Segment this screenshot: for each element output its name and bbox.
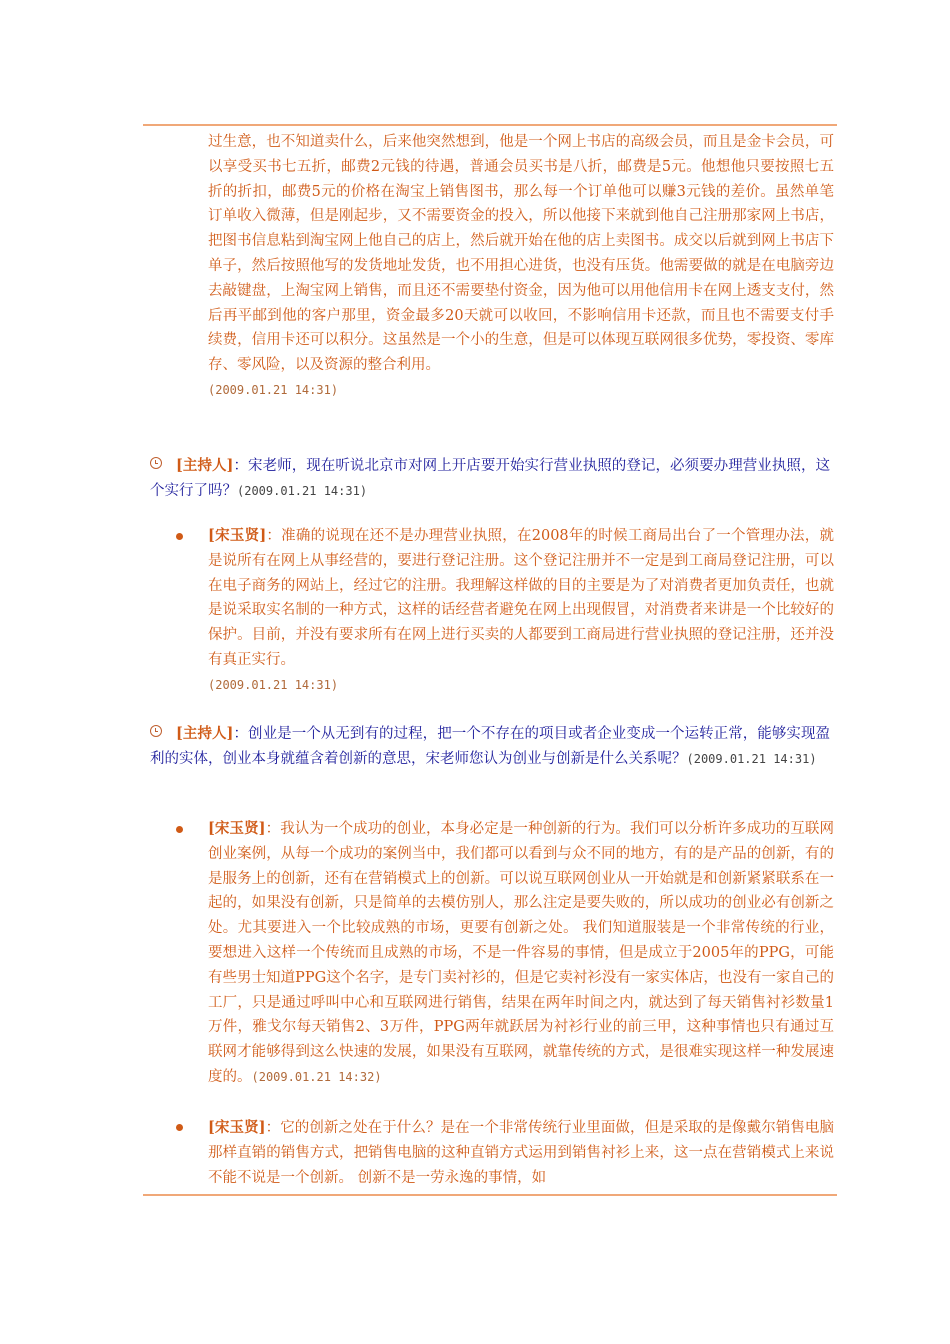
timestamp: (2009.01.21 14:31) <box>208 677 339 692</box>
answer-paragraph: [宋玉贤]：它的创新之处在于什么？是在一个非常传统行业里面做，但是采取的是像戴尔销售电脑那样直销的销售方式，把销售电脑的这种直销方式运用到销售衬衫上来，这一点在营销模式上来说不能不说是一个创新。 创新不是一劳永逸的事情，如 <box>208 1119 834 1186</box>
answer-text: 我认为一个成功的创业，本身必定是一种创新的行为。我们可以分析许多成功的互联网创业案例，从每一个成功的案例当中，我们都可以看到与众不同的地方，有的是产品的创新，有的是服务上的创新，还有在营销模式上的创新。可以说互联网创业从一开始就是和创新紧紧联系在一起的，如果没有创新，只是简单的去模仿别人，那么注定是要失败的，所以成功的创业必有创新之处。尤其要进入一个比较成熟的市场，更要有创新之处。 我们知道服装是一个非常传统的行业，要想进入这样一个传统而且成熟的市场，不是一件容易的事情，但是成立于2005年的PPG，可能有些男士知道PPG这个名字，是专门卖衬衫的，但是它卖衬衫没有一家实体店，也没有一家自己的工厂，只是通过呼叫中心和互联网进行销售，结果在两年时间之内，就达到了每天销售衬衫数量1万件，雅戈尔每天销售2、3万件，PPG两年就跃居为衬衫行业的前三甲，这种事情也只有通过互联网才能够得到这么快速的发展，如果没有互联网，就靠传统的方式，是很难实现这样一种发展速度的。 <box>208 821 834 1085</box>
question-text: 宋老师，现在听说北京市对网上开店要开始实行营业执照的登记，必须要办理营业执照，这个实行了吗？ <box>150 458 831 499</box>
speaker-label: [主持人] <box>176 725 234 742</box>
bullet-icon <box>176 826 183 833</box>
host-question: [主持人]：宋老师，现在听说北京市对网上开店要开始实行营业执照的登记，必须要办理营业执照，这个实行了吗？(2009.01.21 14:31) <box>150 457 831 499</box>
speaker-label: [宋玉贤] <box>208 527 267 544</box>
footer-rule <box>143 1194 837 1196</box>
speaker-label: [宋玉贤] <box>208 1119 266 1136</box>
answer-paragraph: [宋玉贤]：我认为一个成功的创业，本身必定是一种创新的行为。我们可以分析许多成功的互联网创业案例，从每一个成功的案例当中，我们都可以看到与众不同的地方，有的是产品的创新，有的是服务上的创新，还有在营销模式上的创新。可以说互联网创业从一开始就是和创新紧紧联系在一起的，如果没有创新，只是简单的去模仿别人，那么注定是要失败的，所以成功的创业必有创新之处。尤其要进入一个比较成熟的市场，更要有创新之处。 我们知道服装是一个非常传统的行业，要想进入这样一个传统而且成熟的市场，不是一件容易的事情，但是成立于2005年的PPG，可能有些男士知道PPG这个名字，是专门卖衬衫的，但是它卖衬衫没有一家实体店，也没有一家自己的工厂，只是通过呼叫中心和互联网进行销售，结果在两年时间之内，就达到了每天销售衬衫数量1万件，雅戈尔每天销售2、3万件，PPG两年就跃居为衬衫行业的前三甲，这种事情也只有通过互联网才能够得到这么快速的发展，如果没有互联网，就靠传统的方式，是很难实现这样一种发展速度的。(2009.01.21 14:32) <box>208 820 834 1085</box>
timestamp: (2009.01.21 14:32) <box>251 1069 382 1084</box>
speaker-label: [主持人] <box>176 457 234 474</box>
clock-icon <box>150 457 162 469</box>
paragraph-text: 过生意，也不知道卖什么，后来他突然想到，他是一个网上书店的高级会员，而且是金卡会员，可以享受买书七五折，邮费2元钱的待遇，普通会员买书是八折，邮费是5元。他想他只要按照七五折的折扣，邮费5元的价格在淘宝上销售图书，那么每一个订单他可以赚3元钱的差价。虽然单笔订单收入微薄，但是刚起步，又不需要资金的投入，所以他接下来就到他自己注册那家网上书店，把图书信息粘到淘宝网上他自己的店上，然后就开始在他的店上卖图书。成交以后就到网上书店下单子，然后按照他写的发货地址发货，也不用担心进货，也没有压货。他需要做的就是在电脑旁边去敲键盘，上淘宝网上销售，而且还不需要垫付资金，因为他可以用他信用卡在网上透支支付，然后再平邮到他的客户那里，资金最多20天就可以收回，不影响信用卡还款，而且也不需要支付手续费，信用卡还可以积分。这虽然是一个小的生意，但是可以体现互联网很多优势，零投资、零库存、零风险，以及资源的整合利用。 <box>208 134 834 374</box>
answer-text: 它的创新之处在于什么？是在一个非常传统行业里面做，但是采取的是像戴尔销售电脑那样直销的销售方式，把销售电脑的这种直销方式运用到销售衬衫上来，这一点在营销模式上来说不能不说是一个创新。 创新不是一劳永逸的事情，如 <box>208 1120 834 1186</box>
question-text: 创业是一个从无到有的过程，把一个不存在的项目或者企业变成一个运转正常，能够实现盈利的实体，创业本身就蕴含着创新的意思，宋老师您认为创业与创新是什么关系呢？ <box>150 726 831 767</box>
host-question: [主持人]：创业是一个从无到有的过程，把一个不存在的项目或者企业变成一个运转正常，能够实现盈利的实体，创业本身就蕴含着创新的意思，宋老师您认为创业与创新是什么关系呢？(2009.01.21 14:31) <box>150 725 831 767</box>
speaker-label: [宋玉贤] <box>208 820 266 837</box>
answer-paragraph: [宋玉贤]：准确的说现在还不是办理营业执照，在2008年的时候工商局出台了一个管理办法，就是说所有在网上从事经营的，要进行登记注册。这个登记注册并不一定是到工商局登记注册，可以在电子商务的网站上，经过它的注册。我理解这样做的目的主要是为了对消费者更加负责任，也就是说采取实名制的一种方式，这样的话经营者避免在网上出现假冒，对消费者来讲是一个比较好的保护。目前，并没有要求所有在网上进行买卖的人都要到工商局进行营业执照的登记注册，还并没有真正实行。 (2009.01.21 14:31) <box>208 524 834 697</box>
header-rule <box>143 124 837 126</box>
timestamp: (2009.01.21 14:31) <box>208 382 339 397</box>
bullet-icon <box>176 1124 183 1131</box>
bullet-icon <box>176 533 183 540</box>
timestamp: (2009.01.21 14:31) <box>237 483 368 498</box>
timestamp: (2009.01.21 14:31) <box>686 751 817 766</box>
clock-icon <box>150 725 162 737</box>
answer-text: 准确的说现在还不是办理营业执照，在2008年的时候工商局出台了一个管理办法，就是说所有在网上从事经营的，要进行登记注册。这个登记注册并不一定是到工商局登记注册，可以在电子商务的网站上，经过它的注册。我理解这样做的目的主要是为了对消费者更加负责任，也就是说采取实名制的一种方式，这样的话经营者避免在网上出现假冒，对消费者来讲是一个比较好的保护。目前，并没有要求所有在网上进行买卖的人都要到工商局进行营业执照的登记注册，还并没有真正实行。 <box>208 528 834 668</box>
answer-paragraph-continued <box>208 130 834 402</box>
